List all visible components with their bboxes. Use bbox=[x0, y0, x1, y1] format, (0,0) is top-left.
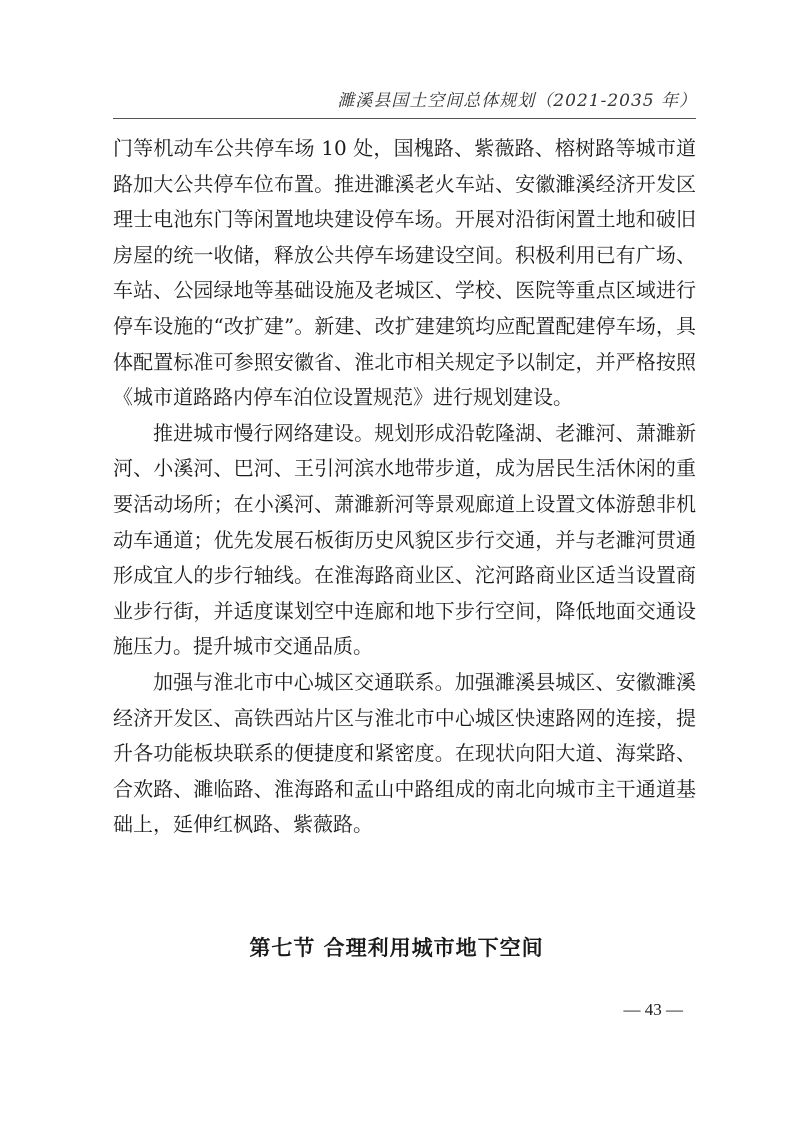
paragraph-parking-continuation: 门等机动车公共停车场 10 处，国槐路、紫薇路、榕树路等城市道路加大公共停车位布置。推进濉溪老火车站、安徽濉溪经济开发区理士电池东门等闲置地块建设停车场。开展对沿街闲置土地和破旧房屋的统一收储，释放公共停车场建设空间。积极利用已有广场、车站、公园绿地等基础设施及老城区、学校、医院等重点区域进行停车设施的“改扩建”。新建、改扩建建筑均应配置配建停车场，具体配置标准可参照安徽省、淮北市相关规定予以制定，并严格按照《城市道路路内停车泊位设置规范》进行规划建设。 bbox=[113, 136, 696, 410]
paragraph-slow-traffic-network: 推进城市慢行网络建设。规划形成沿乾隆湖、老濉河、萧濉新河、小溪河、巴河、王引河滨水地带步道，成为居民生活休闲的重要活动场所；在小溪河、萧濉新河等景观廊道上设置文体游憩非机动车通道；优先发展石板街历史风貌区步行交通，并与老濉河贯通形成宜人的步行轴线。在淮海路商业区、沱河路商业区适当设置商业步行街，并适度谋划空中连廊和地下步行空间，降低地面交通设施压力。提升城市交通品质。 bbox=[113, 420, 696, 659]
document-body bbox=[113, 131, 696, 843]
section-heading: 第七节 合理利用城市地下空间 bbox=[249, 936, 544, 960]
page-number: — 43 — bbox=[623, 1000, 683, 1019]
running-header-title: 濉溪县国土空间总体规划（2021-2035 年） bbox=[337, 91, 697, 111]
header-divider bbox=[113, 118, 696, 119]
paragraph-huaibei-connection: 加强与淮北市中心城区交通联系。加强濉溪县城区、安徽濉溪经济开发区、高铁西站片区与淮北市中心城区快速路网的连接，提升各功能板块联系的便捷度和紧密度。在现状向阳大道、海棠路、合欢路、濉临路、淮海路和孟山中路组成的南北向城市主干通道基础上，延伸红枫路、紫薇路。 bbox=[113, 669, 696, 837]
